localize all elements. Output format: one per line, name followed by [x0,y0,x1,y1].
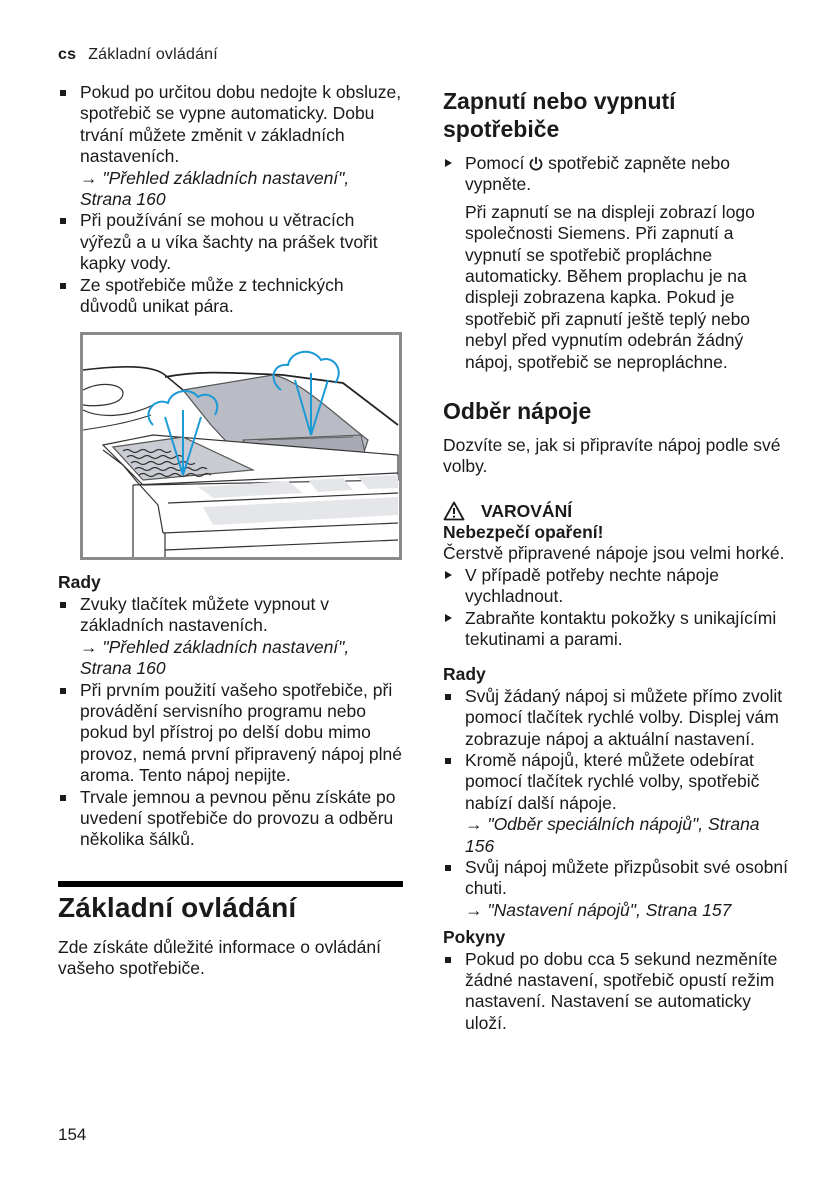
running-header [58,46,218,64]
onoff-description: Při zapnutí se na displeji zobrazí logo společnosti Siemens. Při zapnutí a vypnutí se spotřebič propláchne automaticky. Během proplachu je na displeji zobrazena kapka. Pokud je spotřebič při zapnutí ještě teplý nebo nebyl před vypnutím odebrán žádný nápoj, spotřebič se nepropláchne. [465,201,755,372]
instruction-step: Pomocí spotřebič zapněte nebo vypněte. [443,153,788,196]
cross-reference-link[interactable]: → "Odběr speciálních nápojů", Strana 156 [465,814,760,856]
instruction-step: Zabraňte kontaktu pokožky s unikajícími tekutinami a parami. [443,608,788,651]
cross-reference-link[interactable]: → "Přehled základních nastavení", Strana 160 [80,636,350,679]
running-header-title: Základní ovládání [88,46,218,63]
list-item: Pokud po dobu cca 5 sekund nezměníte žádné nastavení, spotřebič opustí režim nastavení. Nastavení se automaticky uloží. [443,949,788,1035]
drink-heading: Odběr nápoje [443,398,592,425]
list-item: Pokud po určitou dobu nedojte k obsluze, spotřebič se vypne automaticky. Dobu trvání můžete změnit v základních nastaveních. → "Přehled základních nastavení", Strana 160 [58,82,403,210]
onoff-heading: Zapnutí nebo vypnutí spotřebiče [443,88,676,142]
hazard-title: Nebezpečí opaření! [443,521,604,542]
list-item: Svůj nápoj můžete přizpůsobit své osobní chuti. → "Nastavení nápojů", Strana 157 [443,857,788,921]
steam-vents-illustration [80,332,402,560]
list-item: Trvale jemnou a pevnou pěnu získáte po uvedení spotřebiče do provozu a odběru několika šálků. [58,787,403,851]
list-item: Zvuky tlačítek můžete vypnout v základních nastaveních. → "Přehled základních nastavení", Strana 160 [58,594,403,680]
list-item: Ze spotřebiče může z technických důvodů unikat pára. [58,275,403,318]
tips-heading: Rady [58,572,101,593]
drink-intro: Dozvíte se, jak si připravíte nápoj podle své volby. [443,435,781,477]
section-title: Základní ovládání [58,891,297,923]
list-item: Kromě nápojů, které můžete odebírat pomocí tlačítek rychlé volby, spotřebič nabízí další nápoje. → "Odběr speciálních nápojů", Strana 156 [443,750,788,857]
tips-list [58,594,403,851]
cross-reference-link[interactable]: → "Přehled základních nastavení", Strana 160 [80,167,350,210]
notes-list [443,949,788,1035]
left-column [58,82,403,980]
warning-header [443,500,788,522]
hazard-description: Čerstvě připravené nápoje jsou velmi horké. [443,543,785,564]
page-number: 154 [58,1125,87,1144]
list-item: Při prvním použití vašeho spotřebiče, při provádění servisního programu nebo pokud byl přístroj po delší dobu mimo provoz, nemá první připravený nápoj plné aroma. Tento nápoj nepijte. [58,680,403,787]
warning-triangle-icon [443,501,465,521]
list-item: Svůj žádaný nápoj si můžete přímo zvolit pomocí tlačítek rychlé volby. Displej vám zobrazuje nápoj a aktuální nastavení. [443,686,788,750]
cross-reference-link[interactable]: → "Nastavení nápojů", Strana 157 [465,899,732,920]
notes-heading: Pokyny [443,927,506,948]
warning-block [443,500,788,650]
warning-label: VAROVÁNÍ [481,500,573,521]
section-intro: Zde získáte důležité informace o ovládání vašeho spotřebiče. [58,936,381,979]
tips-heading: Rady [443,664,486,685]
section-divider [58,881,403,887]
language-code: cs [58,46,77,63]
right-column [443,82,788,1034]
tips-list [443,686,788,921]
instruction-step: V případě potřeby nechte nápoje vychladnout. [443,565,788,608]
hazard-steps [443,565,788,651]
power-icon [529,156,543,171]
onoff-steps [443,153,788,196]
intro-bullet-list [58,82,403,317]
list-item: Při používání se mohou u větracích výřezů a u víka šachty na prášek tvořit kapky vody. [58,210,403,274]
